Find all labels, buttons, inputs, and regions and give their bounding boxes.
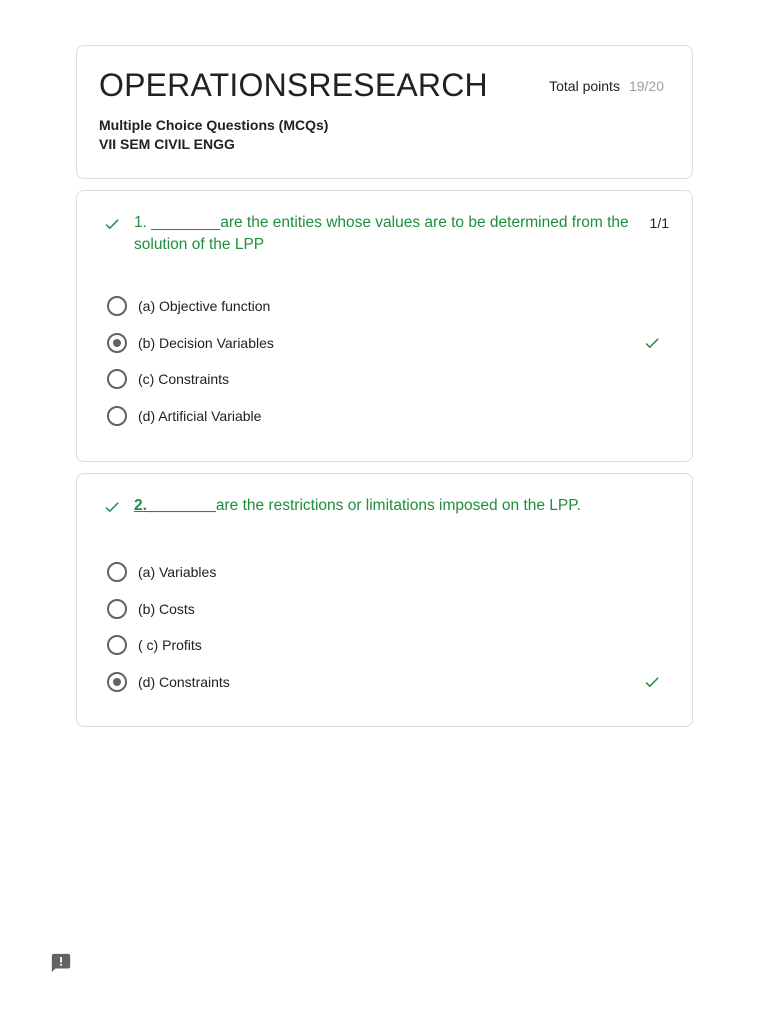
answer-option[interactable]	[107, 325, 662, 362]
question-blank: ________	[151, 214, 221, 231]
question-text	[134, 212, 629, 256]
radio-button[interactable]	[107, 562, 127, 582]
total-points-label: Total points	[549, 78, 620, 94]
question-body: are the entities whose values are to be determined from the solution of the LPP	[134, 214, 629, 253]
question-body: are the restrictions or limitations imposed on the LPP.	[215, 497, 581, 514]
answer-option[interactable]	[107, 554, 662, 591]
answer-options	[107, 554, 662, 700]
correct-check-icon	[642, 673, 662, 691]
question-card-2	[76, 473, 693, 727]
description-line-1: Multiple Choice Questions (MCQs)	[99, 117, 329, 133]
question-text	[134, 495, 629, 517]
radio-button[interactable]	[107, 296, 127, 316]
option-label: (c) Constraints	[138, 371, 230, 388]
option-label: (d) Constraints	[138, 673, 230, 690]
answer-option[interactable]	[107, 398, 662, 435]
total-points-value: 19/20	[628, 78, 664, 94]
option-label: (a) Objective function	[138, 298, 271, 315]
question-card-1	[76, 190, 693, 462]
radio-button[interactable]	[107, 369, 127, 389]
form-header-card	[76, 45, 693, 179]
option-label: (a) Variables	[138, 564, 217, 581]
answer-options	[107, 288, 662, 434]
form-title: OPERATIONSRESEARCH	[99, 67, 488, 103]
radio-button-selected[interactable]	[107, 333, 127, 353]
question-number: 1.	[134, 214, 147, 231]
option-label: (b) Costs	[138, 600, 195, 617]
check-icon	[103, 498, 121, 516]
answer-option[interactable]	[107, 591, 662, 628]
description-line-2: VII SEM CIVIL ENGG	[99, 136, 235, 152]
radio-button[interactable]	[107, 599, 127, 619]
answer-option[interactable]	[107, 288, 662, 325]
correct-check-icon	[642, 334, 662, 352]
answer-option[interactable]	[107, 361, 662, 398]
report-feedback-icon[interactable]	[50, 952, 72, 974]
question-number-blank: 2.________	[134, 497, 216, 514]
answer-option[interactable]	[107, 627, 662, 664]
total-points	[549, 77, 664, 95]
answer-option[interactable]	[107, 664, 662, 701]
radio-button[interactable]	[107, 635, 127, 655]
option-label: ( c) Profits	[138, 637, 202, 654]
radio-button-selected[interactable]	[107, 672, 127, 692]
form-description	[99, 116, 328, 154]
option-label: (d) Artificial Variable	[138, 407, 262, 424]
option-label: (b) Decision Variables	[138, 334, 274, 351]
question-points: 1/1	[649, 215, 669, 231]
radio-button[interactable]	[107, 406, 127, 426]
check-icon	[103, 215, 121, 233]
